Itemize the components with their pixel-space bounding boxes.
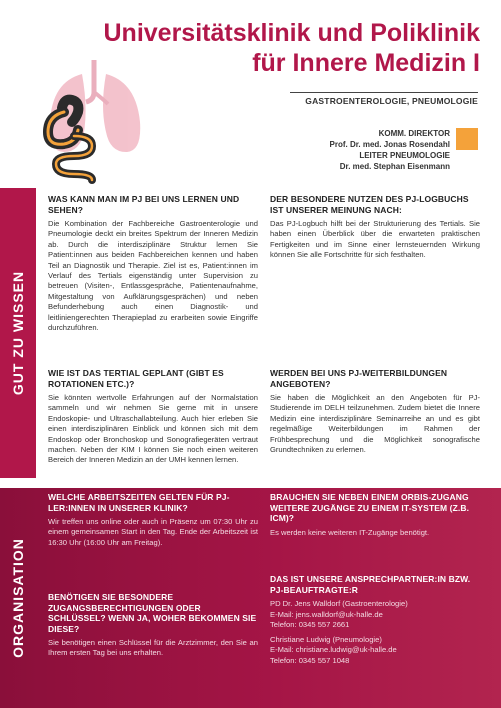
contact2-phone: Telefon: 0345 557 1048 [270, 655, 350, 665]
faq-logbook [270, 194, 480, 261]
title-line-2: für Innere Medizin I [252, 49, 480, 77]
faq-training-text: Sie haben die Möglichkeit an den Angeboten für PJ-Studierende im DELH teilzunehmen. Zudem bietet die Innere Medizin eine interdisziplinäre Seminarreihe an und es gibt regelmäßige Weiterbildungen im Rahmen der Frühbesprechung und die Möglichkeit sonografische Grundtechniken zu erlernen. [270, 393, 480, 455]
faq-training-title: WERDEN BEI UNS PJ-WEITERBILDUNGEN ANGEBOTEN? [270, 368, 448, 389]
orange-accent-square [456, 128, 478, 150]
faq-access-title: BENÖTIGEN SIE BESONDERE ZUGANGSBERECHTIGUNGEN ODER SCHLÜSSEL? WENN JA, WOHER BEKOMMEN SIE DIESE? [48, 592, 257, 634]
sidebar-label-organisation: ORGANISATION [10, 538, 26, 658]
faq-working-hours [48, 492, 258, 548]
faq-learning [48, 194, 258, 333]
faq-access [48, 592, 258, 659]
faq-logbook-text: Das PJ-Logbuch hilft bei der Strukturierung des Tertials. Sie haben einen Überblick über die erwarteten praktischen Fertigkeiten und im Sinne einer lernsteuernden Wirkung können Sie alle Fortschritte für sich festhalten. [270, 219, 480, 260]
contact2-name: Christiane Ludwig (Pneumologie) [270, 634, 382, 644]
sidebar-label-wissen: GUT ZU WISSEN [10, 270, 26, 396]
organs-illustration [34, 52, 164, 187]
sidebar-organisation [0, 488, 36, 708]
faq-learning-text: Die Kombination der Fachbereiche Gastroenterologie und Pneumologie deckt ein breites Spektrum der Inneren Medizin ab. Durch die interdisziplinäre Struktur lernen Sie Patient:innen aus beiden Fachbereichen kennen und haben Teil an Diagnostik und Therapie. Ziel ist es, Patient:innen im Verlauf des Tertials eigenständig unter Supervision zu betreuen (Visiten-, Entlassgespräche, Patientenaufnahme, Mitgestaltung von Aufklärungsgesprächen) und neben Befunderhebung auch einen Diagnostik- und leitliniengerechten Therapieplad zu erarbeiten sowie Eingriffe durchzuführen. [48, 219, 258, 333]
faq-working-hours-title: WELCHE ARBEITSZEITEN GELTEN FÜR PJ-LER:INNEN IN UNSERER KLINIK? [48, 492, 230, 513]
contact-persons [270, 574, 480, 667]
contact1-email: E-Mail: jens.walldorf@uk-halle.de [270, 609, 383, 619]
faq-it-access [270, 492, 480, 538]
contact-title: DAS IST UNSERE ANSPRECHPARTNER:IN BZW. PJ-BEAUFTRAGTE:R [270, 574, 471, 595]
faq-learning-title: WAS KANN MAN IM PJ BEI UNS LERNEN UND SEHEN? [48, 194, 240, 215]
director-name: Prof. Dr. med. Jonas Rosendahl [329, 140, 450, 149]
faq-tertial-title: WIE IST DAS TERTIAL GEPLANT (GIBT ES ROTATIONEN ETC.)? [48, 368, 224, 389]
faq-tertial-text: Sie könnten wertvolle Erfahrungen auf der Normalstation sammeln und wir nehmen Sie gerne mit in unsere Endoskopie- und Ultraschallabteilung. Auch hier erleben Sie einen interdisziplinären Einblick und können sich mit dem Endoskop oder Bronchoskop und Sonografiegeräten vertraut machen. Neben der KIM I können Sie noch einen weiteren Bereich der Inneren Medizin an der UMH kennen lernen. [48, 393, 258, 465]
faq-tertial [48, 368, 258, 466]
faq-training [270, 368, 480, 455]
subtitle-rule [290, 92, 478, 93]
faq-access-text: Sie benötigen einen Schlüssel für die Arztzimmer, den Sie an Ihrem ersten Tag bei uns erhalten. [48, 638, 258, 658]
organisation-section [0, 488, 501, 708]
pneumology-lead-role: LEITER PNEUMOLOGIE [359, 151, 450, 160]
faq-it-access-text: Es werden keine weiteren IT-Zugänge benötigt. [270, 527, 430, 537]
sidebar-gut-zu-wissen [0, 188, 36, 478]
contact1-phone: Telefon: 0345 557 2661 [270, 620, 350, 630]
organisation-content [48, 492, 484, 704]
director-role: KOMM. DIREKTOR [378, 129, 450, 138]
faq-working-hours-text: Wir treffen uns online oder auch in Präsenz um 07:30 Uhr zu einem gemeinsamen Start in den Tag. Ende der Arbeitszeit ist 16:30 Uhr (16:00 Uhr am Freitag). [48, 517, 258, 547]
title-line-1: Universitätsklinik und Poliklinik [103, 19, 480, 47]
contact1-name: PD Dr. Jens Walldorf (Gastroenterologie) [270, 599, 408, 608]
directors-block [270, 128, 450, 172]
contact2-email: E-Mail: christiane.ludwig@uk-halle.de [270, 645, 397, 655]
faq-it-access-title: BRAUCHEN SIE NEBEN EINEM ORBIS-ZUGANG WEITERE ZUGÄNGE ZU EINEM IT-SYSTEM (Z.B. ICM)? [270, 492, 470, 523]
pneumology-lead-name: Dr. med. Stephan Eisenmann [339, 162, 450, 171]
faq-logbook-title: DER BESONDERE NUTZEN DES PJ-LOGBUCHS IST UNSERER MEINUNG NACH: [270, 194, 469, 215]
department-subtitle: GASTROENTEROLOGIE, PNEUMOLOGIE [305, 96, 478, 106]
